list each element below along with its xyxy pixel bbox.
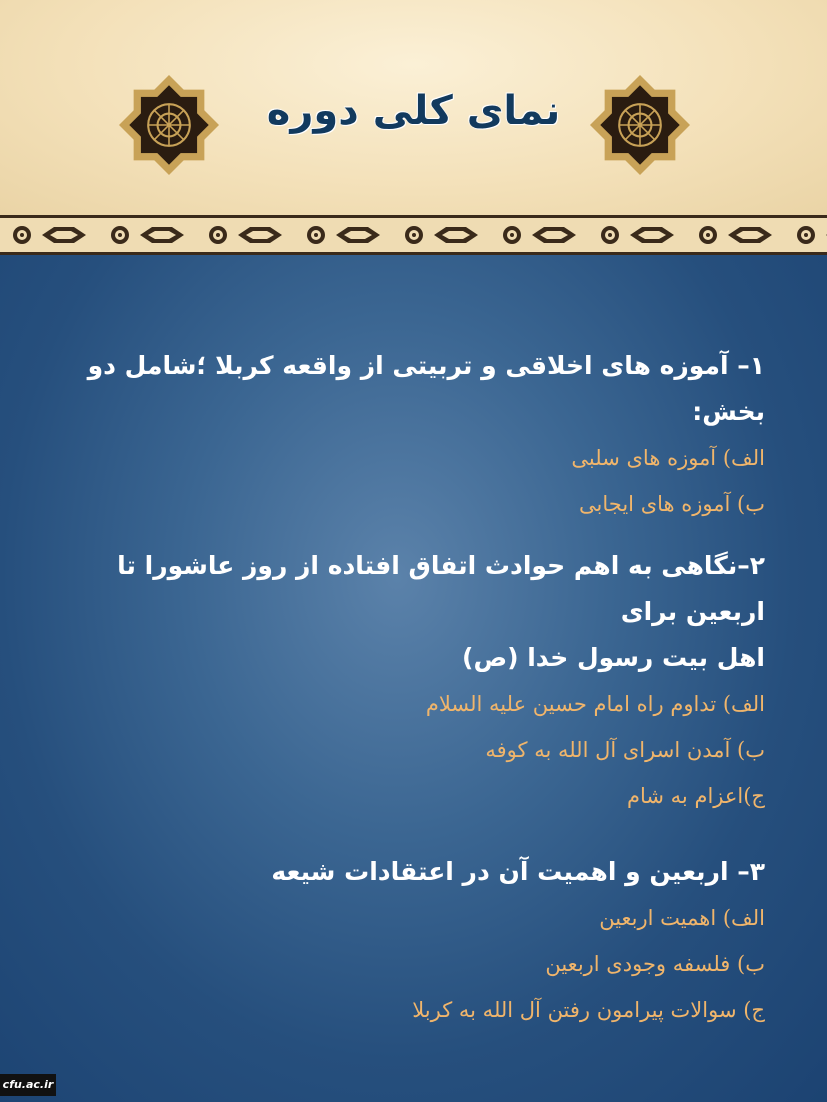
decorative-border-band [0,215,827,255]
course-outline [45,343,765,1033]
section-3-item: ج) سوالات پیرامون رفتن آل الله به کربلا [412,998,765,1022]
section-1-heading: ۱– آموزه های اخلاقی و تربیتی از واقعه کربلا ؛شامل دو بخش: [87,351,765,426]
section-2-item: الف) تداوم راه امام حسین علیه السلام [425,692,765,716]
section-1-item: ب) آموزه های ایجابی [579,492,765,516]
section-1-item: الف) آموزه های سلبی [571,446,765,470]
watermark-logo: cfu.ac.ir [0,1074,56,1096]
header-banner [0,0,827,215]
section-3-item: ب) فلسفه وجودی اربعین [545,952,765,976]
page-title: نمای کلی دوره [266,88,561,134]
section-3-item: الف) اهمیت اربعین [599,906,765,930]
section-3-heading: ۳– اربعین و اهمیت آن در اعتقادات شیعه [271,857,765,886]
ornament-medallion-right-icon [588,73,692,177]
section-2-heading-line1: ۲–نگاهی به اهم حوادث اتفاق افتاده از روز عاشورا تا اربعین برای [117,551,765,626]
section-2-item: ب) آمدن اسرای آل الله به کوفه [485,738,765,762]
section-2-item: ج)اعزام به شام [627,784,765,808]
section-2-heading-line2: اهل بیت رسول خدا (ص) [462,643,765,672]
